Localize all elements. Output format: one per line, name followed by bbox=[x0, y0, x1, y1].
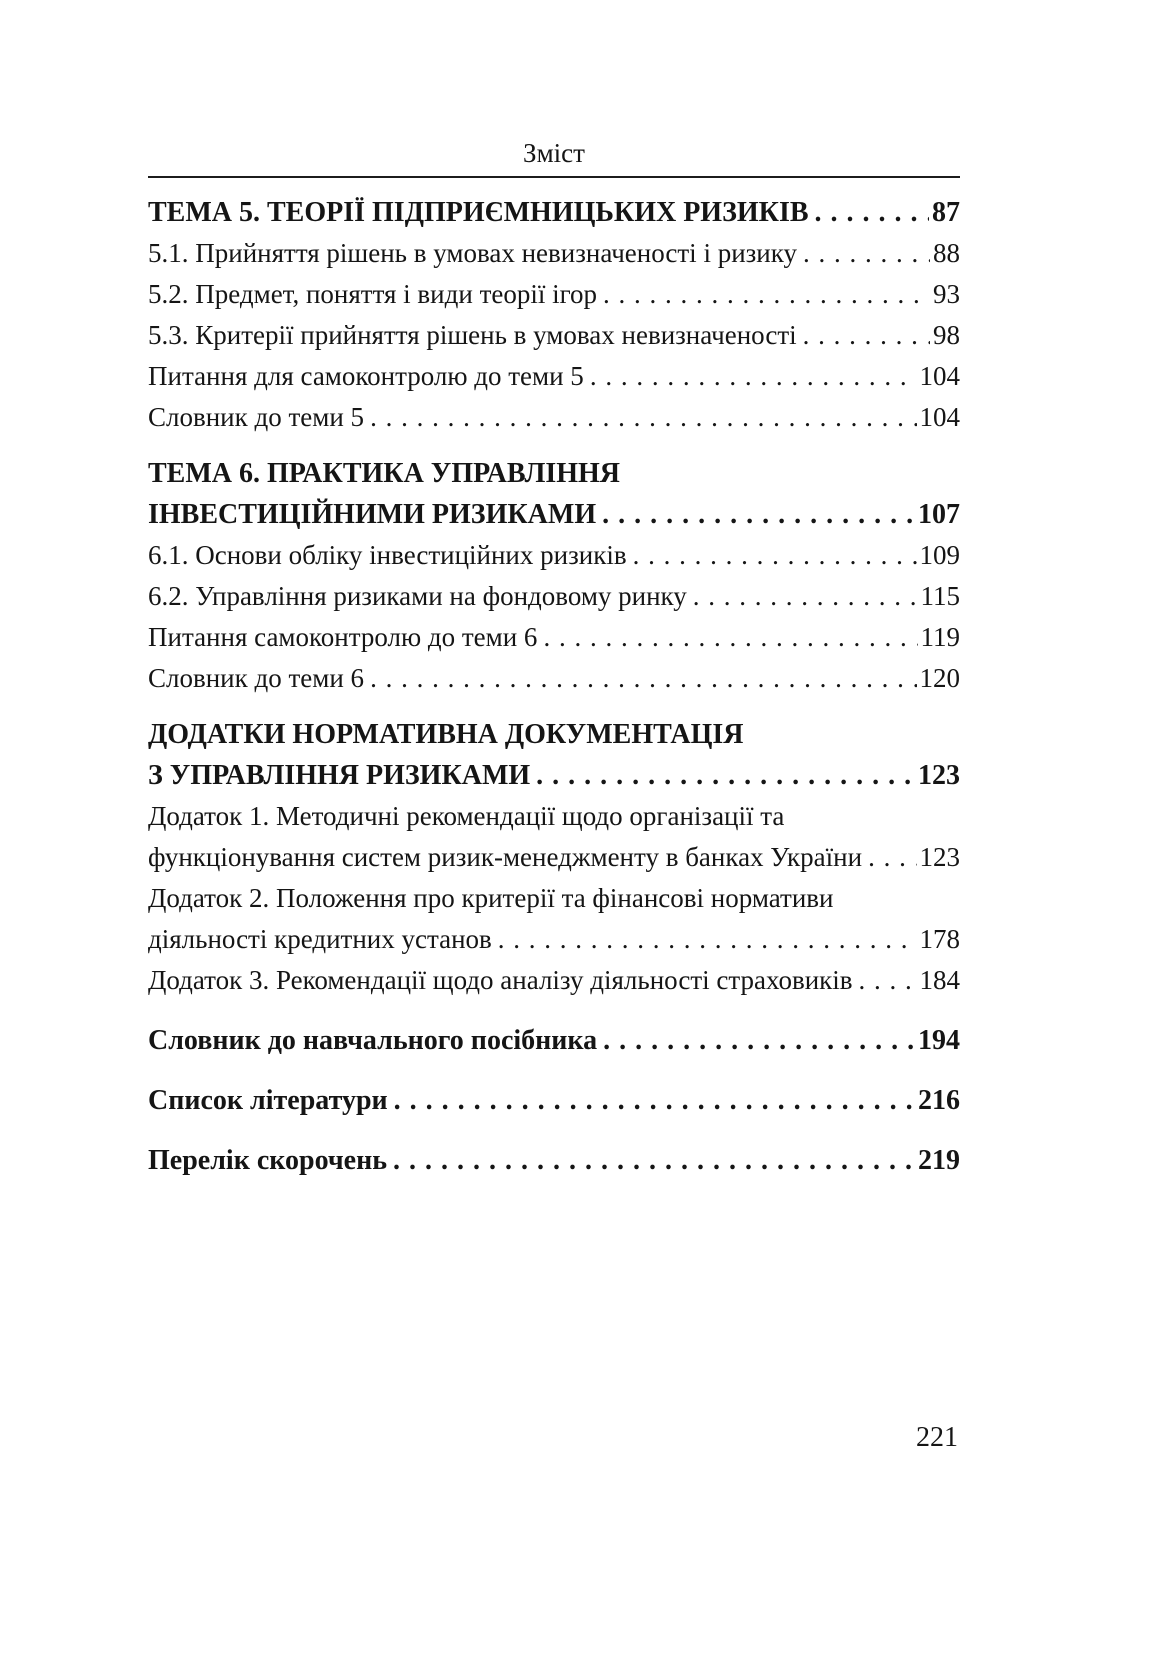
toc-entry-page: 219 bbox=[918, 1145, 960, 1176]
toc-entry-title: 6.2. Управління ризиками на фондовому ринку bbox=[148, 581, 687, 611]
dot-leader bbox=[803, 233, 930, 274]
toc-entry bbox=[148, 617, 960, 658]
dot-leader bbox=[370, 397, 916, 438]
toc-entry bbox=[148, 796, 960, 878]
dot-leader bbox=[633, 535, 917, 576]
toc-entry-row bbox=[148, 755, 960, 796]
toc-entry-page: 120 bbox=[919, 663, 960, 693]
toc-entry-page: 119 bbox=[920, 622, 960, 652]
dot-leader bbox=[370, 658, 916, 699]
toc-entry bbox=[148, 356, 960, 397]
toc-entry-title: 6.1. Основи обліку інвестиційних ризиків bbox=[148, 540, 627, 570]
toc-entry-title: 5.2. Предмет, поняття і види теорії ігор bbox=[148, 279, 598, 309]
dot-leader bbox=[393, 1140, 915, 1181]
dot-leader bbox=[803, 315, 930, 356]
dot-leader bbox=[590, 356, 917, 397]
dot-leader bbox=[602, 494, 915, 535]
toc-entry-row bbox=[148, 919, 960, 960]
dot-leader bbox=[859, 960, 917, 1001]
toc-entry-title: Список літератури bbox=[148, 1085, 388, 1116]
toc-entry-page: 104 bbox=[919, 361, 960, 391]
toc-entry bbox=[148, 576, 960, 617]
toc-entry-title: Питання для самоконтролю до теми 5 bbox=[148, 361, 584, 391]
dot-leader bbox=[693, 576, 918, 617]
toc-entry-page: 88 bbox=[933, 238, 960, 268]
toc-entry-title-line2: З УПРАВЛІННЯ РИЗИКАМИ bbox=[148, 760, 531, 791]
toc-entry-title: Додаток 3. Рекомендації щодо аналізу діяльності страховиків bbox=[148, 965, 853, 995]
toc-entry-title: Перелік скорочень bbox=[148, 1145, 388, 1176]
dot-leader bbox=[815, 192, 929, 233]
dot-leader bbox=[603, 274, 930, 315]
toc-entry bbox=[148, 274, 960, 315]
toc-entry-page: 109 bbox=[919, 540, 960, 570]
toc-entry bbox=[148, 878, 960, 960]
toc-entry-page: 107 bbox=[918, 499, 960, 530]
toc-entry-page: 184 bbox=[919, 965, 960, 995]
toc-entry-title: 5.3. Критерії прийняття рішень в умовах невизначеності bbox=[148, 320, 797, 350]
contents-header: Зміст bbox=[148, 136, 960, 178]
toc-entry bbox=[148, 453, 960, 535]
toc-entry bbox=[148, 192, 960, 233]
toc-entry bbox=[148, 315, 960, 356]
dot-leader bbox=[498, 919, 917, 960]
toc-entry-title: 5.1. Прийняття рішень в умовах невизначеності і ризику bbox=[148, 238, 797, 268]
toc-entry bbox=[148, 233, 960, 274]
toc-entry-page: 93 bbox=[933, 279, 960, 309]
toc-entry-title-line2: діяльності кредитних установ bbox=[148, 924, 492, 954]
toc-entry-page: 123 bbox=[919, 842, 960, 872]
dot-leader bbox=[603, 1020, 915, 1061]
dot-leader bbox=[394, 1080, 915, 1121]
toc-entry-page: 216 bbox=[918, 1085, 960, 1116]
toc-entry-title-line1: Додаток 2. Положення про критерії та фінансові нормативи bbox=[148, 883, 834, 913]
toc-entry bbox=[148, 658, 960, 699]
toc-entry-title: Словник до теми 5 bbox=[148, 402, 365, 432]
dot-leader bbox=[543, 617, 917, 658]
toc-entry-title-line2: функціонування систем ризик-менеджменту в банках України bbox=[148, 842, 863, 872]
toc-entry-page: 104 bbox=[919, 402, 960, 432]
toc-entry-page: 178 bbox=[919, 924, 960, 954]
toc-entry-page: 123 bbox=[918, 760, 960, 791]
toc-entry-title: ТЕМА 5. ТЕОРІЇ ПІДПРИЄМНИЦЬКИХ РИЗИКІВ bbox=[148, 197, 809, 228]
toc-entry-page: 194 bbox=[918, 1025, 960, 1056]
toc-entry bbox=[148, 535, 960, 576]
toc-entry bbox=[148, 1140, 960, 1181]
dot-leader bbox=[536, 755, 915, 796]
toc-entry-title: Питання самоконтролю до теми 6 bbox=[148, 622, 538, 652]
toc-entry-title-line2: ІНВЕСТИЦІЙНИМИ РИЗИКАМИ bbox=[148, 499, 597, 530]
toc-entry bbox=[148, 397, 960, 438]
toc-entry-title: Словник до навчального посібника bbox=[148, 1025, 598, 1056]
toc-entry-title: Словник до теми 6 bbox=[148, 663, 365, 693]
page-number: 221 bbox=[916, 1422, 958, 1453]
dot-leader bbox=[868, 837, 916, 878]
toc-entry-page: 87 bbox=[932, 197, 960, 228]
page-content bbox=[148, 136, 960, 1181]
table-of-contents bbox=[148, 192, 960, 1181]
toc-entry-page: 115 bbox=[920, 581, 960, 611]
toc-entry-title-line1: Додаток 1. Методичні рекомендації щодо організації та bbox=[148, 801, 785, 831]
toc-entry bbox=[148, 960, 960, 1001]
toc-entry bbox=[148, 1080, 960, 1121]
toc-entry bbox=[148, 714, 960, 796]
toc-entry-title-line1: ТЕМА 6. ПРАКТИКА УПРАВЛІННЯ bbox=[148, 458, 621, 489]
toc-entry-page: 98 bbox=[933, 320, 960, 350]
toc-entry bbox=[148, 1020, 960, 1061]
toc-entry-row bbox=[148, 837, 960, 878]
toc-entry-title-line1: ДОДАТКИ НОРМАТИВНА ДОКУМЕНТАЦІЯ bbox=[148, 719, 744, 750]
toc-entry-row bbox=[148, 494, 960, 535]
